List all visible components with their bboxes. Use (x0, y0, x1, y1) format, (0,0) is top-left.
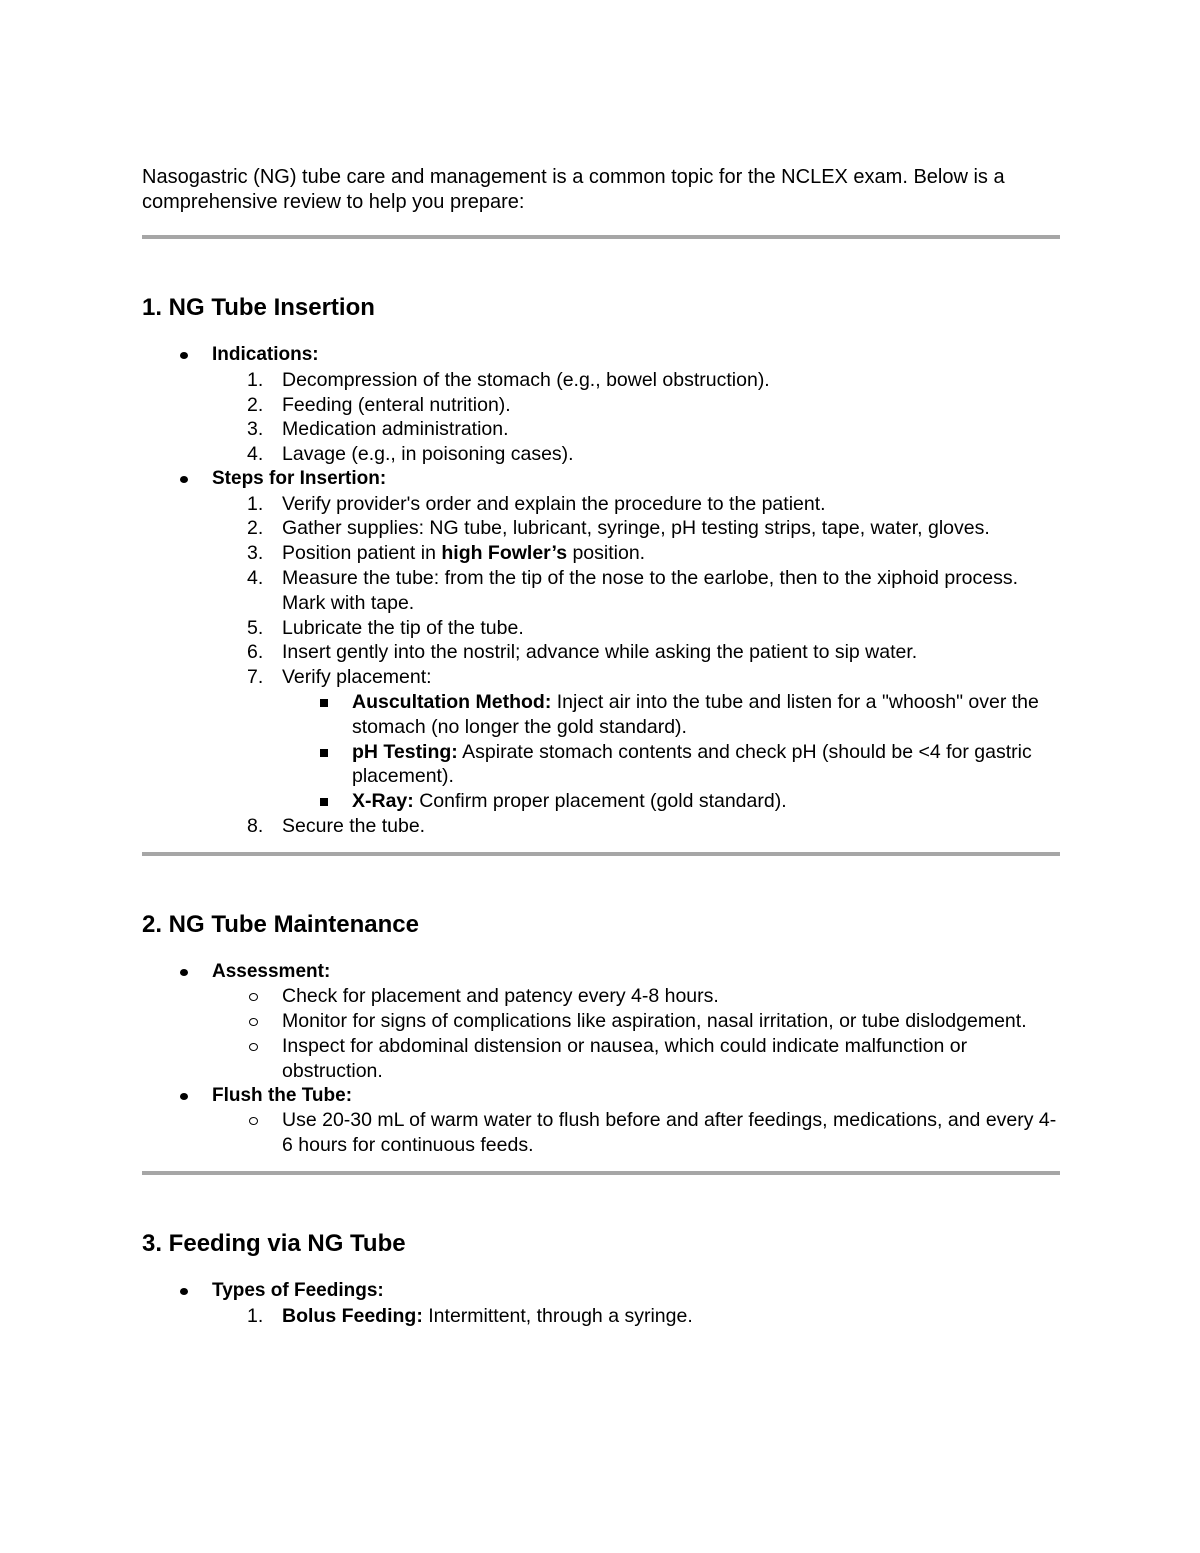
flush-list (212, 1108, 1060, 1158)
list-item: 4. Lavage (e.g., in poisoning cases). (247, 443, 574, 466)
list-item: Inspect for abdominal distension or nausea, which could indicate malfunction or obstruction. (212, 1034, 1060, 1084)
list-item: 1. Decompression of the stomach (e.g., bowel obstruction). (247, 368, 770, 391)
circle-bullet-icon (249, 1117, 258, 1125)
list-item: 2. Feeding (enteral nutrition). (247, 393, 511, 416)
flush-item (142, 1084, 1060, 1158)
circle-bullet-icon (249, 1043, 258, 1051)
assessment-item (142, 960, 1060, 1084)
horizontal-rule (142, 1171, 1060, 1175)
list-item: 5. Lubricate the tip of the tube. (247, 616, 524, 639)
indications-list (212, 368, 1060, 467)
document-content (142, 165, 1060, 1328)
circle-bullet-icon (249, 1018, 258, 1026)
list-item: 3. Position patient in high Fowler’s position. (247, 542, 646, 565)
assessment-list (212, 984, 1060, 1083)
list-item: pH Testing: Aspirate stomach contents and check pH (should be <4 for gastric placement). (282, 740, 1060, 790)
list-item: Monitor for signs of complications like aspiration, nasal irritation, or tube dislodgement. (212, 1009, 1060, 1034)
square-bullet-icon (320, 699, 328, 707)
types-label: Types of Feedings: (212, 1279, 384, 1301)
indications-label: Indications: (212, 344, 319, 365)
list-item: 8. Secure the tube. (247, 814, 426, 837)
list-item: 3. Medication administration. (247, 418, 509, 441)
bullet-icon (180, 476, 188, 483)
section-3-title: 3. Feeding via NG Tube (142, 1229, 406, 1257)
list-item: 1. Verify provider's order and explain the procedure to the patient. (247, 492, 826, 515)
list-item: Use 20-30 mL of warm water to flush before and after feedings, medications, and every 4-6 hours for continuous feeds. (212, 1108, 1060, 1158)
steps-item (142, 467, 1060, 839)
intro-paragraph: Nasogastric (NG) tube care and management is a common topic for the NCLEX exam. Below is a comprehensive review to help you prepare: (142, 166, 1005, 213)
section-2-title: 2. NG Tube Maintenance (142, 910, 419, 938)
list-item: Check for placement and patency every 4-8 hours. (212, 984, 1060, 1009)
steps-label: Steps for Insertion: (212, 467, 387, 489)
horizontal-rule (142, 852, 1060, 856)
flush-label: Flush the Tube: (212, 1084, 353, 1106)
placement-methods-list (282, 690, 1060, 814)
list-item: X-Ray: Confirm proper placement (gold standard). (282, 789, 1060, 814)
list-item: 4. Measure the tube: from the tip of the nose to the earlobe, then to the xiphoid process. Mark with tape. (247, 566, 1019, 614)
types-item (142, 1279, 1060, 1329)
circle-bullet-icon (249, 993, 258, 1001)
bullet-icon (180, 352, 188, 359)
list-item: 7. Verify placement: Auscultation Method: Inject air into the tube and listen for a "whoosh" over the stomach (no longer the gold standard). pH Testing: Aspirate stomach contents and check pH (should be <4 for gastric placement). X-Ray: Confirm proper placement (gold standard). (212, 665, 1060, 814)
section-1-title: 1. NG Tube Insertion (142, 294, 375, 321)
list-item: 1. Bolus Feeding: Intermittent, through a syringe. (247, 1304, 693, 1327)
bullet-icon (180, 969, 188, 976)
list-item: 2. Gather supplies: NG tube, lubricant, syringe, pH testing strips, tape, water, gloves. (247, 517, 990, 540)
section-2-list (142, 960, 1060, 1158)
section-3-list (142, 1279, 1060, 1329)
square-bullet-icon (320, 749, 328, 757)
list-item: Auscultation Method: Inject air into the tube and listen for a "whoosh" over the stomach (no longer the gold standard). (282, 690, 1060, 740)
square-bullet-icon (320, 798, 328, 806)
horizontal-rule (142, 235, 1060, 239)
bullet-icon (180, 1288, 188, 1295)
indications-item (142, 343, 1060, 467)
section-1-list (142, 343, 1060, 839)
types-list (212, 1304, 1060, 1329)
bullet-icon (180, 1093, 188, 1100)
list-item: 6. Insert gently into the nostril; advance while asking the patient to sip water. (247, 641, 918, 664)
steps-list (212, 492, 1060, 839)
assessment-label: Assessment: (212, 960, 331, 982)
